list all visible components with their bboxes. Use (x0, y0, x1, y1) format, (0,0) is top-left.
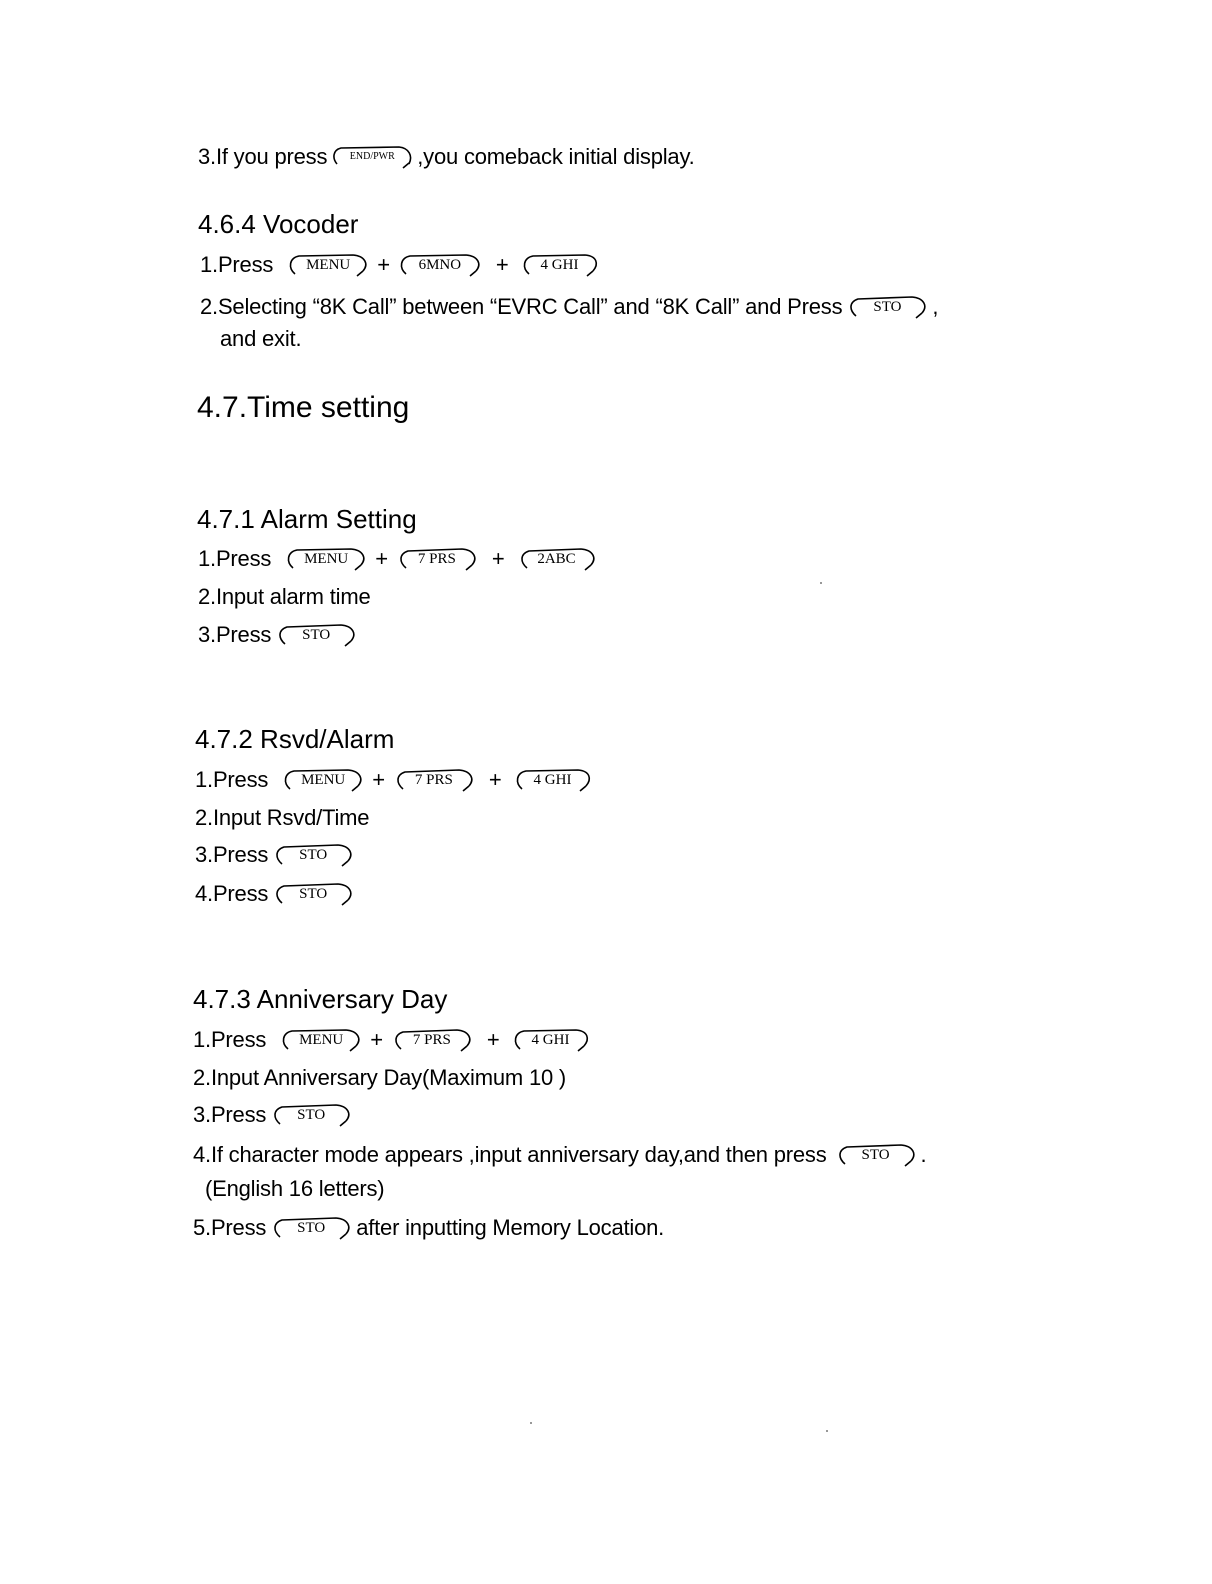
plus-sign: + (491, 546, 505, 571)
vocoder-step-2-text: 2.Selecting “8K Call” between “EVRC Call” and “8K Call” and Press (200, 294, 843, 319)
plus-sign: + (372, 767, 385, 792)
vocoder-step-1 (200, 250, 603, 280)
sto-key-label: STO (297, 1220, 326, 1236)
menu-key-label: MENU (304, 551, 349, 567)
anniversary-step-4 (193, 1140, 926, 1170)
anniversary-step-5-prefix: 5.Press (193, 1215, 267, 1240)
intro-step-3-prefix: 3.If you press (198, 144, 328, 169)
sto-key (270, 1102, 352, 1128)
seven-prs-key (396, 546, 478, 572)
end-pwr-key-label: END/PWR (349, 151, 395, 162)
end-pwr-key (331, 144, 413, 170)
intro-step-3 (198, 142, 695, 172)
sto-key-label: STO (861, 1147, 890, 1163)
plus-sign: + (495, 252, 509, 277)
sto-key (275, 622, 357, 648)
menu-key (282, 767, 364, 793)
rsvd-step-4 (195, 879, 358, 909)
vocoder-heading: 4.6.4 Vocoder (198, 209, 359, 239)
rsvd-step-4-prefix: 4.Press (195, 881, 269, 906)
anniversary-step-5-suffix: after inputting Memory Location. (356, 1215, 665, 1240)
anniversary-step-4-continuation: (English 16 letters) (205, 1176, 385, 1201)
alarm-step-3 (198, 620, 361, 650)
sto-key (835, 1142, 917, 1168)
sto-key-label: STO (297, 1107, 326, 1123)
menu-key-label: MENU (301, 772, 346, 788)
plus-sign: + (370, 1027, 383, 1052)
two-abc-key-label: 2ABC (537, 551, 576, 567)
anniversary-step-1 (193, 1025, 594, 1055)
sto-key (272, 881, 354, 907)
time-setting-heading: 4.7.Time setting (197, 391, 410, 424)
plus-sign: + (375, 546, 388, 571)
menu-key-label: MENU (299, 1032, 344, 1048)
alarm-step-2: 2.Input alarm time (198, 584, 371, 609)
rsvd-step-3-prefix: 3.Press (195, 842, 269, 867)
intro-step-3-suffix: ,you comeback initial display. (417, 144, 695, 169)
alarm-step-3-prefix: 3.Press (198, 622, 272, 647)
scan-speck (820, 582, 822, 584)
four-ghi-key-label: 4 GHI (533, 772, 572, 788)
four-ghi-key-label: 4 GHI (531, 1032, 570, 1048)
anniversary-step-2: 2.Input Anniversary Day(Maximum 10 ) (193, 1065, 567, 1090)
anniversary-step-3 (193, 1100, 356, 1130)
four-ghi-key-label: 4 GHI (540, 257, 579, 273)
menu-key (287, 252, 369, 278)
sto-key-label: STO (299, 847, 328, 863)
alarm-step-1 (198, 544, 601, 574)
rsvd-step-3 (195, 840, 358, 870)
rsvd-step-1-prefix: 1.Press (195, 767, 269, 792)
alarm-setting-heading: 4.7.1 Alarm Setting (197, 504, 417, 534)
scan-speck (826, 1430, 828, 1432)
vocoder-step-1-prefix: 1.Press (200, 252, 274, 277)
menu-key (285, 546, 367, 572)
sto-key-label: STO (299, 886, 328, 902)
anniversary-step-5 (193, 1213, 664, 1243)
six-mno-key-label: 6MNO (418, 257, 462, 273)
sto-key-label: STO (302, 627, 331, 643)
scan-speck (530, 1422, 532, 1424)
six-mno-key (398, 252, 482, 278)
anniversary-step-3-prefix: 3.Press (193, 1102, 267, 1127)
seven-prs-key (393, 767, 475, 793)
two-abc-key (517, 546, 597, 572)
plus-sign: + (377, 252, 390, 277)
anniversary-step-1-prefix: 1.Press (193, 1027, 267, 1052)
seven-prs-key-label: 7 PRS (417, 551, 456, 567)
sto-key (846, 294, 928, 320)
vocoder-step-2 (200, 292, 938, 322)
rsvd-alarm-heading: 4.7.2 Rsvd/Alarm (195, 724, 395, 754)
plus-sign: + (486, 1027, 500, 1052)
seven-prs-key-label: 7 PRS (412, 1032, 451, 1048)
anniversary-step-4-prefix: 4.If character mode appears ,input anniversary day,and then press (193, 1142, 827, 1167)
anniversary-heading: 4.7.3 Anniversary Day (193, 984, 448, 1014)
vocoder-step-2-continuation: and exit. (220, 326, 302, 351)
vocoder-step-2-end: , (932, 294, 939, 319)
rsvd-step-2: 2.Input Rsvd/Time (195, 805, 370, 830)
four-ghi-key (521, 252, 599, 278)
sto-key (272, 842, 354, 868)
four-ghi-key (514, 767, 592, 793)
anniversary-step-4-end: . (920, 1142, 927, 1167)
plus-sign: + (488, 767, 502, 792)
menu-key (280, 1027, 362, 1053)
seven-prs-key (391, 1027, 473, 1053)
alarm-step-1-prefix: 1.Press (198, 546, 272, 571)
rsvd-step-1 (195, 765, 596, 795)
four-ghi-key (512, 1027, 590, 1053)
seven-prs-key-label: 7 PRS (414, 772, 453, 788)
sto-key (270, 1215, 352, 1241)
menu-key-label: MENU (306, 257, 351, 273)
sto-key-label: STO (873, 299, 902, 315)
